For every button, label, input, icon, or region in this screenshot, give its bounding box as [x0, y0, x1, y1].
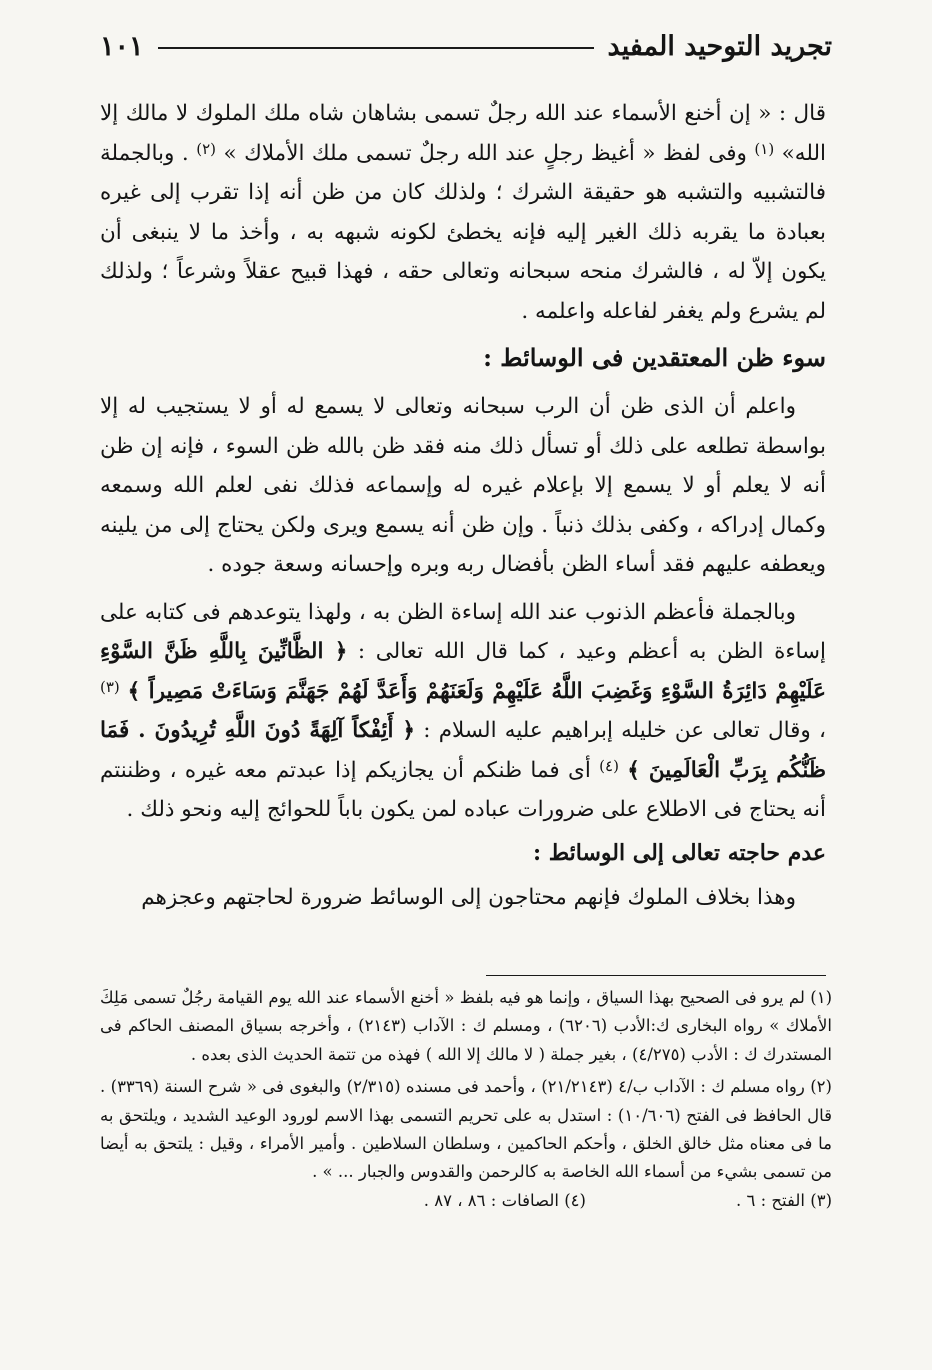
- text-run: أى فما ظنكم أن يجازيكم إذا عبدتم معه غيره ، وظننتم أنه يحتاج فى الاطلاع على ضرورات عباده لمن يكون باباً للحوائج إليه ونحو ذلك .: [100, 757, 826, 822]
- quran-verse: ﴿ الظَّانِّينَ بِاللَّهِ ظَنَّ السَّوْءِ عَلَيْهِمْ دَائِرَةُ السَّوْءِ وَغَضِبَ اللَّهُ عَلَيْهِمْ وَلَعَنَهُمْ وَأَعَدَّ لَهُمْ جَهَنَّمَ وَسَاءَتْ مَصِيراً ﴾: [100, 639, 826, 704]
- section-heading: عدم حاجته تعالى إلى الوسائط :: [532, 839, 826, 866]
- footnote-ref: (٣): [100, 677, 120, 696]
- text-run: ، وقال تعالى عن خليله إبراهيم عليه السلام :: [423, 718, 826, 743]
- footnotes: [100, 984, 832, 1215]
- text-run: وبالجملة فأعظم الذنوب عند الله إساءة الظن به ، ولهذا يتوعدهم فى كتابه على إساءة الظن به أعظم وعيد ، كما قال الله تعالى :: [100, 599, 827, 664]
- paragraph: واعلم أن الذى ظن أن الرب سبحانه وتعالى لا يسمع له أو لا يستجيب له إلا بواسطة تطلعه على ذلك أو تسأل ذلك منه فقد ظن بالله ظن السوء ، فإنه إن ظن أنه لا يعلم أو لا يسمع إلا بإعلام غيره له وإسماعه فذلك نفى لعلم الله وسمعه وكمال إدراكه ، وكفى بذلك ذنباً . وإن ظن أنه يسمع ويرى ولكن يحتاج إلى من يلينه ويعطفه عليهم فقد أساء الظن بأفضال ربه وبره وإحسانه وسعة جوده .: [100, 394, 826, 577]
- text-run: قال : « إن أخنع الأسماء عند الله رجلٌ تسمى بشاهان شاه ملك الملوك لا مالك إلا الله»: [100, 101, 826, 166]
- page-number: ١٠١: [100, 30, 144, 62]
- paragraph: [100, 94, 826, 331]
- footnote: (٤) الصافات : ٨٦ ، ٨٧ .: [423, 1190, 586, 1210]
- footnote: (١) لم يرو فى الصحيح بهذا السياق ، وإنما هو فيه بلفظ « أخنع الأسماء عند الله يوم القيامة رجُلٌ تسمى مَلِكَ الأملاك » رواه البخارى ك:الأدب (٦٢٠٦) ، ومسلم ك : الآداب (٢١٤٣) ، وأخرجه بسياق المصنف الحاكم فى المستدرك ك : الأدب (٤/٢٧٥) ، بغير جملة ( لا مالك إلا الله ) فهذه من تتمة الحديث الذى بعده .: [100, 988, 832, 1064]
- section-heading: سوء ظن المعتقدين فى الوسائط :: [483, 343, 826, 372]
- page-header: [100, 26, 832, 66]
- footnote: (٣) الفتح : ٦ .: [735, 1190, 832, 1210]
- paragraph: [100, 593, 826, 830]
- main-text: [100, 94, 826, 917]
- footnote: (٢) رواه مسلم ك : الآداب ب/٤ (٢١/٢١٤٣) ، وأحمد فى مسنده (٢/٣١٥) والبغوى فى « شرح السنة (٣٣٦٩) . قال الحافظ فى الفتح (١٠/٦٠٦) : استدل به على تحريم التسمى بهذا الاسم لورود الوعيد الشديد ، ويلتحق به ما فى معناه مثل خالق الخلق ، وأحكم الحاكمين ، وسلطان السلاطين . وأمير الأمراء ، وقيل : يلتحق به أيضا من تسمى بشيء من أسماء الله الخاصة به كالرحمن والقدوس والجبار ... » .: [100, 1077, 832, 1182]
- footnote-row: [100, 1187, 832, 1215]
- quran-verse: ﴿ أَئِفْكاً آلِهَةً دُونَ اللَّهِ تُرِيدُونَ . فَمَا ظَنُّكُم بِرَبِّ الْعَالَمِينَ ﴾: [100, 718, 826, 783]
- header-rule: [158, 47, 594, 49]
- running-title: تجريد التوحيد المفيد: [607, 30, 832, 62]
- text-run: وفى لفظ « أغيظ رجلٍ عند الله رجلٌ تسمى ملك الأملاك »: [223, 140, 747, 166]
- paragraph: وهذا بخلاف الملوك فإنهم محتاجون إلى الوسائط ضرورة لحاجتهم وعجزهم: [141, 884, 796, 910]
- footnote-ref: (١): [754, 139, 775, 158]
- footnote-ref: (٤): [599, 756, 619, 775]
- footnote-ref: (٢): [196, 139, 217, 158]
- text-run: . وبالجملة فالتشبيه والتشبه هو حقيقة الشرك ؛ ولذلك كان من ظن أنه إذا تقرب إلى غيره بعبادة ما يقربه ذلك الغير إليه فإنه يخطئ لكونه شبهه به ، وأخذ ما لا ينبغى أن يكون إلاّ له ، فالشرك منحه سبحانه وتعالى حقه ، فهذا قبيح عقلاً وشرعاً ؛ ولذلك لم يشرع ولم يغفر لفاعله واعلمه .: [100, 140, 826, 324]
- footnote-separator: [486, 975, 826, 976]
